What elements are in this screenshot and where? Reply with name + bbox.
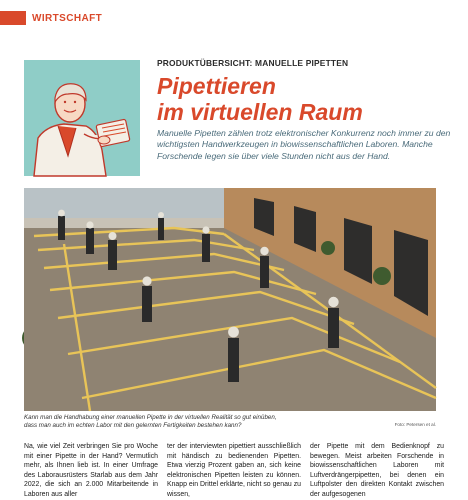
body-text: Na, wie viel Zeit verbringen Sie pro Woche mit einer Pipette in der Hand? Vermutlich mehr, als Ihnen lieb ist. In einer Umfrage des Laborausrüsters Starlab aus dem Jahr 2022, die sich an 2.000 Mitarbeitende in Laboren aus aller bbox=[24, 443, 158, 498]
section-tag bbox=[0, 8, 102, 28]
caption-line-1: Kann man die Handhabung einer manuellen Pipette in der virtuellen Realität so gut einüben, bbox=[24, 414, 277, 421]
body-text: der Pipette mit dem Bedienknopf zu bewegen. Meist arbeiten Forschende in biowissenschaftlichen Laboren mit Luftverdrängerpipetten, bei denen ein Luftpolster den direkten Kontakt zwischen der aufgesogenen bbox=[310, 443, 444, 498]
body-column-2 bbox=[167, 442, 301, 498]
vr-hall-photo bbox=[24, 188, 436, 411]
body-columns bbox=[24, 442, 444, 498]
photo-scene-icon bbox=[24, 188, 436, 411]
headline-line-1: Pipettieren bbox=[157, 73, 276, 99]
body-text: ter der interviewten pipettiert ausschließlich mit händisch zu bedienenden Pipetten. Etwa vierzig Prozent gaben an, sich keine elektronischen Pipetten leisten zu können. Knapp ein Drittel erklärte, nicht so genau zu wissen, bbox=[167, 443, 301, 498]
body-column-3 bbox=[310, 442, 444, 498]
section-color-bar bbox=[0, 11, 26, 25]
headline-line-2: im virtuellen Raum bbox=[157, 99, 363, 125]
photo-credit: Foto: Petersen et al. bbox=[394, 422, 436, 427]
article-headline bbox=[157, 73, 457, 125]
section-label: WIRTSCHAFT bbox=[32, 12, 103, 24]
article-kicker: PRODUKTÜBERSICHT: MANUELLE PIPETTEN bbox=[157, 58, 349, 68]
body-column-1 bbox=[24, 442, 158, 498]
article-lead: Manuelle Pipetten zählen trotz elektronischer Konkurrenz noch immer zu den wichtigsten Handwerkzeugen in biowissenschaftlichen Laboren. Manche Forschende legen sie über viele Stunden nicht aus der Hand. bbox=[157, 128, 451, 161]
photo-caption bbox=[24, 414, 436, 431]
retro-illustration-scientist bbox=[24, 60, 140, 176]
caption-line-2: dass man auch im echten Labor mit den gelernten Fertigkeiten bestehen kann? bbox=[24, 422, 242, 430]
scientist-illustration-icon bbox=[24, 60, 140, 176]
